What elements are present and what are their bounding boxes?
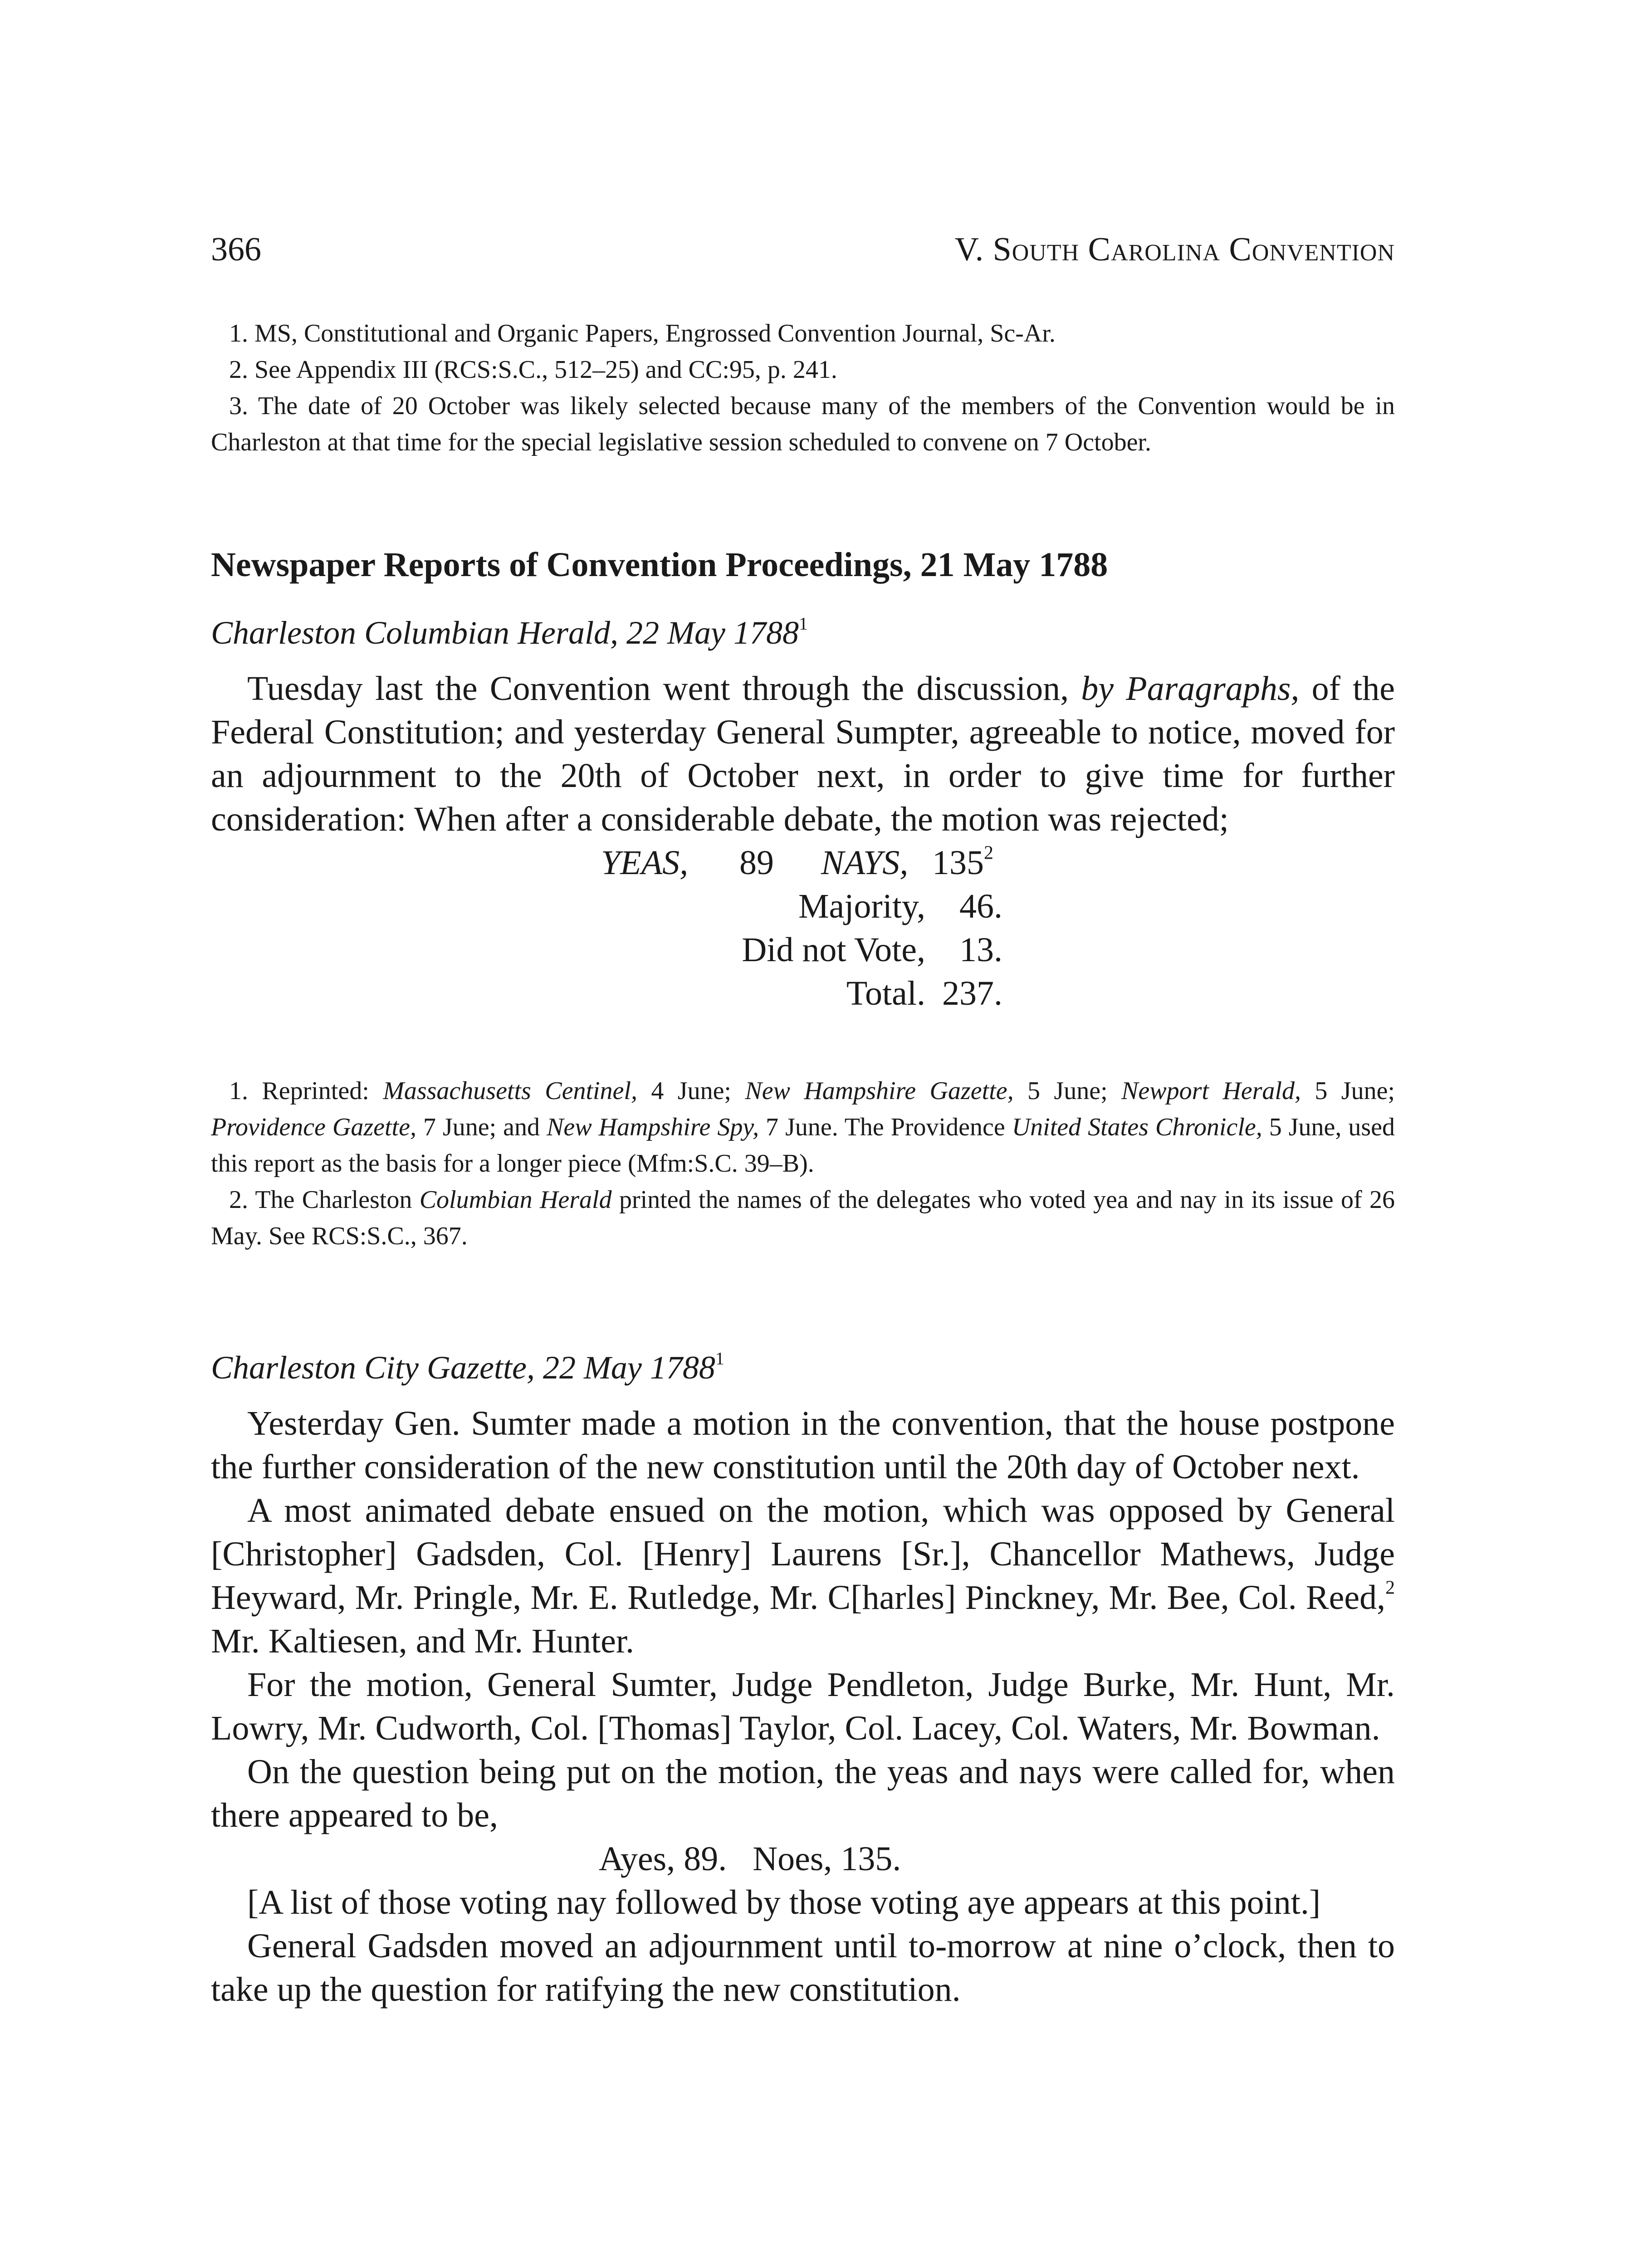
gazette-paragraph-3: For the motion, General Sumter, Judge Pendleton, Judge Burke, Mr. Hunt, Mr. Lowry, Mr. Cudworth, Col. [Thomas] Taylor, Col. Lacey, Col. Waters, Mr. Bowman. <box>211 1666 1395 1747</box>
total-value: 237. <box>942 974 1002 1012</box>
herald-source-note-mark: 1 <box>798 613 808 634</box>
note-text: 4 June; <box>637 1077 745 1105</box>
herald-body <box>211 667 1395 1015</box>
gazette-paragraph-4: On the question being put on the motion, the yeas and nays were called for, when there appeared to be, <box>211 1753 1395 1834</box>
majority-row <box>211 885 1395 928</box>
total-label: Total. <box>846 974 925 1012</box>
note-italic-title: Columbian Herald <box>419 1186 612 1214</box>
note-text: 5 June; <box>1301 1077 1395 1105</box>
gazette-paragraph-5: [A list of those voting nay followed by those voting aye appears at this point.] <box>247 1883 1321 1921</box>
total-row <box>211 972 1395 1015</box>
nays-value-wrap <box>932 841 993 885</box>
nays-note-mark: 2 <box>984 842 993 864</box>
note-text: 2. The Charleston <box>229 1186 420 1214</box>
note-text: printed the names of the delegates who voted yea and nay in its issue of 26 May. See RCS:S.C., 367. <box>211 1186 1395 1250</box>
ayes-noes-text: Ayes, 89. Noes, 135. <box>599 1840 901 1878</box>
yeas-value: 89 <box>739 844 774 882</box>
note-text: 5 June; <box>1013 1077 1122 1105</box>
note-text: 7 June. The Providence <box>759 1113 1012 1141</box>
gazette-source-title <box>211 1343 1395 1393</box>
footnote-1: 1. MS, Constitutional and Organic Papers, Engrossed Convention Journal, Sc-Ar. <box>229 319 1056 347</box>
gazette-source-note-mark: 1 <box>715 1348 724 1369</box>
gazette-p2-note-mark: 2 <box>1385 1577 1395 1598</box>
herald-paragraph <box>211 667 1395 841</box>
note-italic-title: New Hampshire Gazette, <box>745 1077 1014 1105</box>
herald-source-title <box>211 608 1395 658</box>
did-not-vote-row <box>211 928 1395 972</box>
running-head <box>211 229 1395 270</box>
running-title: V. South Carolina Convention <box>954 231 1395 268</box>
footnote-3: 3. The date of 20 October was likely selected because many of the members of the Convention would be in Charleston at that time for the special legislative session scheduled to convene on 7 October. <box>211 392 1395 456</box>
majority-label: Majority, <box>798 887 925 925</box>
gazette-source-text: Charleston City Gazette, 22 May 1788 <box>211 1349 715 1386</box>
gazette-paragraph-2 <box>211 1489 1395 1663</box>
nays-value: 135 <box>932 844 984 882</box>
herald-italic-paragraphs: by Paragraphs, <box>1081 670 1300 708</box>
page-number: 366 <box>211 231 261 268</box>
section-heading: Newspaper Reports of Convention Proceedings, 21 May 1788 <box>211 546 1108 584</box>
herald-text-a: Tuesday last the Convention went through the discussion, <box>247 670 1081 708</box>
gazette-body <box>211 1402 1395 2011</box>
footnote-2: 2. See Appendix III (RCS:S.C., 512–25) and CC:95, p. 241. <box>229 356 837 384</box>
herald-source-text: Charleston Columbian Herald, 22 May 1788 <box>211 615 799 651</box>
herald-footnote-2 <box>211 1182 1395 1254</box>
gazette-paragraph-6: General Gadsden moved an adjournment until to-morrow at nine o’clock, then to take up the question for ratifying the new constitution. <box>211 1927 1395 2009</box>
note-italic-title: United States Chronicle, <box>1012 1113 1262 1141</box>
note-text: 7 June; and <box>416 1113 547 1141</box>
herald-footnote-1 <box>211 1073 1395 1182</box>
nays-label: NAYS, <box>821 844 909 882</box>
herald-yeas-nays-row <box>211 841 1395 885</box>
herald-footnotes <box>211 1073 1395 1254</box>
gazette-p2-text-a: A most animated debate ensued on the motion, which was opposed by General [Christopher] Gadsden, Col. [Henry] Laurens [Sr.], Chancellor Mathews, Judge Heyward, Mr. Pringle, Mr. E. Rutledge, Mr. C[harles] Pinckney, Mr. Bee, Col. Reed, <box>211 1491 1395 1617</box>
top-footnotes <box>211 315 1395 460</box>
did-not-vote-label: Did not Vote, <box>742 931 925 969</box>
did-not-vote-value: 13. <box>959 931 1002 969</box>
yeas-label: YEAS, <box>601 844 689 882</box>
note-italic-title: Providence Gazette, <box>211 1113 416 1141</box>
note-text: 1. Reprinted: <box>229 1077 383 1105</box>
ayes-noes-row <box>211 1837 1395 1881</box>
note-italic-title: Massachusetts Centinel, <box>383 1077 637 1105</box>
majority-value: 46. <box>959 887 1002 925</box>
note-text: 5 June, used this report as the basis for a longer piece (Mfm:S.C. 39–B). <box>211 1113 1395 1178</box>
gazette-p2-text-b: Mr. Kaltiesen, and Mr. Hunter. <box>211 1622 634 1660</box>
herald-text-b: of the Federal Constitution; and yesterday General Sumpter, agreeable to notice, moved for an adjournment to the 20th of October next, in order to give time for further consideration: When after a considerable debate, the motion was rejected; <box>211 670 1395 838</box>
gazette-paragraph-1: Yesterday Gen. Sumter made a motion in the convention, that the house postpone the further consideration of the new constitution until the 20th day of October next. <box>211 1404 1395 1486</box>
note-italic-title: New Hampshire Spy, <box>547 1113 759 1141</box>
note-italic-title: Newport Herald, <box>1121 1077 1301 1105</box>
